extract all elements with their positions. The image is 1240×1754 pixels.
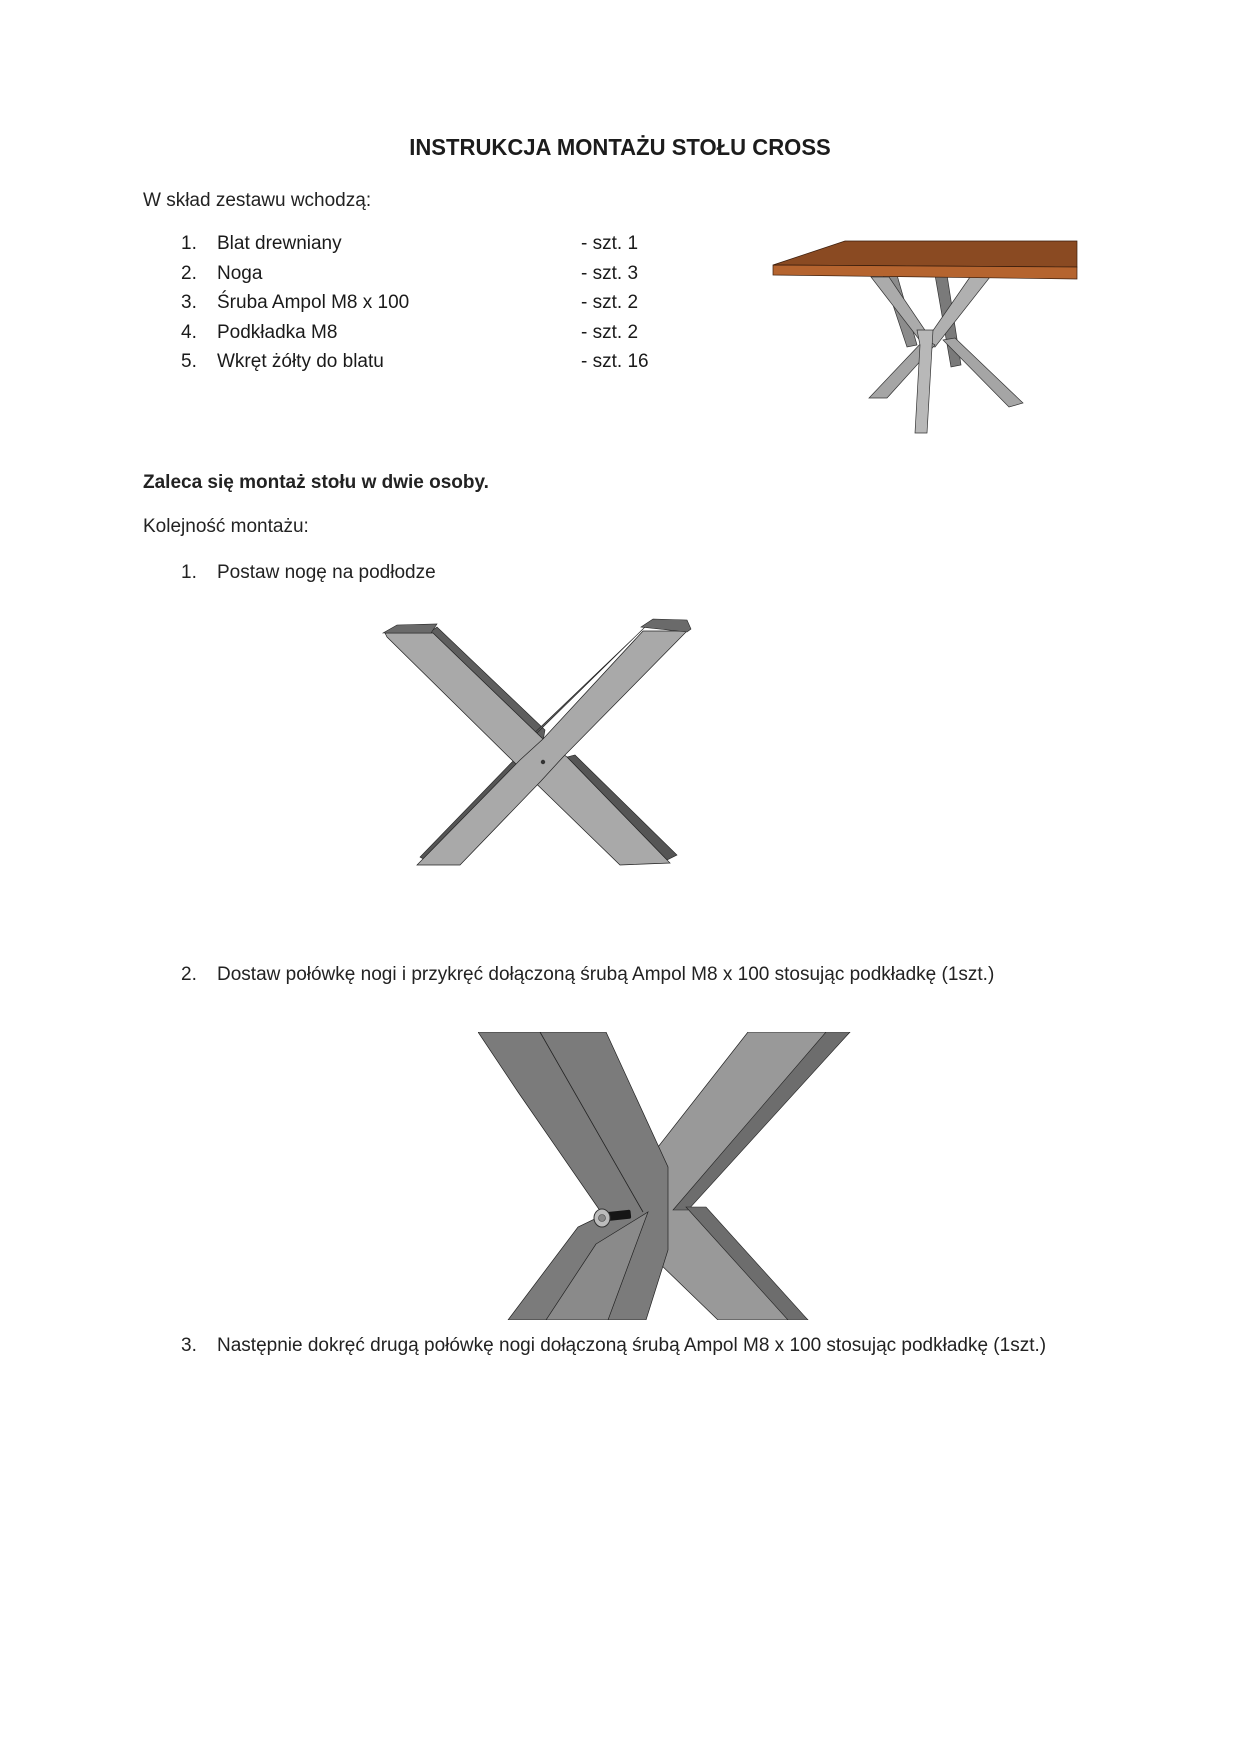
part-item <box>181 292 741 322</box>
bolt-closeup-illustration <box>478 1032 858 1320</box>
page-title: INSTRUKCJA MONTAŻU STOŁU CROSS <box>409 134 831 160</box>
step-number: 2. <box>181 964 197 985</box>
part-name: Podkładka M8 <box>217 321 338 343</box>
step-text: Następnie dokręć drugą połówkę nogi dołączoną śrubą Ampol M8 x 100 stosując podkładkę (1szt.) <box>217 1335 1047 1356</box>
step-text: Postaw nogę na podłodze <box>217 562 436 583</box>
bolt-hole <box>541 760 545 764</box>
part-name: Śruba Ampol M8 x 100 <box>217 292 410 313</box>
part-item <box>181 263 741 293</box>
leg-front-center <box>915 330 933 433</box>
part-quantity: - szt. 2 <box>581 321 639 343</box>
part-quantity: - szt. 16 <box>581 351 649 372</box>
mounting-plate <box>383 624 437 633</box>
part-item <box>181 233 741 263</box>
bolt-hex-socket <box>599 1215 606 1222</box>
part-number: 3. <box>181 292 197 313</box>
part-number: 1. <box>181 233 197 254</box>
leg-arm-left <box>478 1032 668 1320</box>
part-quantity: - szt. 3 <box>581 262 639 284</box>
part-quantity: - szt. 2 <box>581 292 639 313</box>
step-text: Dostaw połówkę nogi i przykręć dołączoną śrubą Ampol M8 x 100 stosując podkładkę (1szt.) <box>217 964 995 985</box>
step-number: 3. <box>181 1335 197 1356</box>
part-item <box>181 322 741 352</box>
part-number: 4. <box>181 321 197 343</box>
part-name: Noga <box>217 262 263 284</box>
x-leg-illustration <box>375 605 695 875</box>
part-number: 2. <box>181 262 197 284</box>
tabletop-surface <box>773 241 1077 267</box>
part-name: Blat drewniany <box>217 233 342 254</box>
part-item <box>181 351 741 381</box>
mounting-plate <box>641 619 691 632</box>
parts-list <box>181 233 741 381</box>
table-illustration <box>765 235 1095 435</box>
part-name: Wkręt żółty do blatu <box>217 351 384 372</box>
assembly-order-heading: Kolejność montażu: <box>143 516 309 537</box>
part-quantity: - szt. 1 <box>581 233 639 254</box>
assembly-recommendation: Zaleca się montaż stołu w dwie osoby. <box>143 472 489 493</box>
parts-intro: W skład zestawu wchodzą: <box>143 190 372 211</box>
tabletop-edge <box>773 265 1077 279</box>
leg-front-right <box>943 338 1023 407</box>
step-number: 1. <box>181 562 197 583</box>
part-number: 5. <box>181 351 197 372</box>
